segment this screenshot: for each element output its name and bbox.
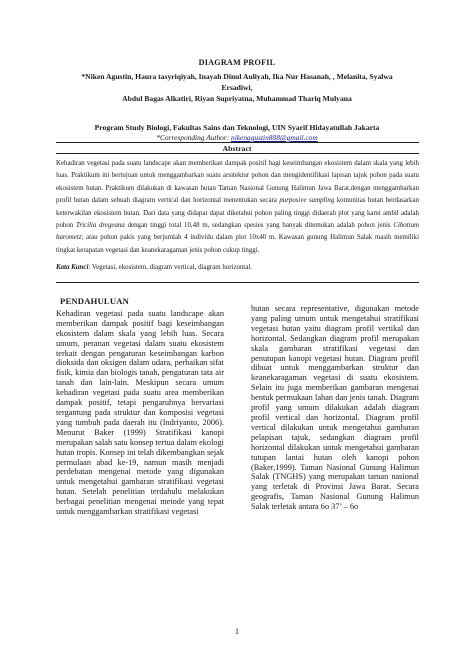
divider (56, 282, 419, 283)
author-line: *Niken Agustin, Haura tasyriqiyah, Inayah Dinul Auliyah, Ika Nur Hasanah, , Melanita, Syalwa (81, 72, 393, 81)
species-name: Cibotium barometz (56, 222, 419, 242)
abstract-text: komunitas hutan berdasarkan keterwakilan ekosistem hutan. Dari data yang didapat dapat diketahui pohon paling tinggi didaerah plot yang kami ambil adalah pohon (56, 197, 419, 230)
abstract-body (56, 158, 419, 257)
affiliation: Program Study Biologi, Fakultas Sains dan Teknologi, UIN Syarif Hidayatullah Jakarta (94, 123, 380, 132)
divider (56, 142, 419, 143)
author-list (60, 71, 414, 105)
abstract-text: ; atau pohon pakis yang berjumlah 4 individu dalam plot 10x40 m. Kawasan gunung Halimun Salak masih memiliki tingkat kerapatan vegetasi dan keanekaragaman jenis pohon cukup tinggi. (56, 234, 419, 254)
keywords-label: Kata Kunci (56, 264, 89, 271)
abstract-italic: purposive sampling (279, 197, 335, 205)
corresponding-label: *Corresponding Author: (156, 133, 232, 142)
keywords-text: : Vegetasi, ekosistem, diagram vertical, diagram horizontal. (88, 264, 253, 271)
body-column-right (251, 304, 419, 512)
body-column-left (56, 297, 224, 517)
body-paragraph: Kehadiran vegetasi pada suatu landscape akan memberikan dampak positif bagi keseimbangan ekosistem dalam skala yang lebih luas. Secara umum, peranan vegetasi dalam suatu ekosistem terkait dengan pengaturan keseimbangan karbon dioksida dan oksigen dalam udara, perbaikan sifat fisik, kimia dan biologis tanah, pengaturan tata air tanah dan lain-lain. Meskipun secara umum kehadiran vegetasi pada suatu area memberikan dampak positif, tetapi pengaruhnya bervariasi tergantung pada struktur dan komposisi vegetasi yang tumbuh pada daerah itu (Indriyanto, 2006). Menurut Baker (1999) Stratifikasi kanopi merupakan salah satu konsep tertua dalam ekologi hutan tropis. Konsep ini telah dikembangkan sejak permulaan abad ke-19, namun masih menjadi perdebatan mengenai metode yang digunakan untuk mengetahui gambaran stratifikasi vegetasi hutan. Setelah penelitian terdahulu melakukan berbagai penelitian mengenai metode yang tepat untuk menggambarkan stratifikasi vegetasi (56, 308, 224, 517)
section-heading: PENDAHULUAN (60, 296, 130, 306)
abstract-heading: Abstract (222, 144, 252, 153)
abstract-text: Kehadiran vegetasi pada suatu landscape akan memberikan dampak positif bagi keseimbangan ekosistem dalam skala yang lebih luas. Praktikum ini bertujuan untuk menggambarkan suatu arsitektur pohon dan mengidentifikasi lapisan tajuk pohon pada suatu ekosistem hutan. Praktikum dilakukan di kawasan hutan Taman Nasional Gunung Halimun Jawa Barat,dengan menggambarkan profil hutan dalam sebuah diagram vertical dan horizontal menentukan secara (56, 160, 419, 205)
species-name: Tricilia dregeana (75, 222, 125, 230)
keywords (56, 263, 419, 273)
author-line: Abdul Bagas Alkatiri, Riyan Supriyatna, Muhammad Thariq Mulyana (122, 94, 352, 104)
page-number: 1 (235, 627, 239, 636)
abstract-text: dengan tinggi total 10,48 m, sedangkan spesies yang banyak ditemukan adalah pohon jenis (124, 222, 394, 230)
paper-title: DIAGRAM PROFIL (198, 58, 276, 67)
divider (56, 153, 419, 154)
email-link[interactable]: nikenagustin888@gmail.com (231, 133, 318, 142)
body-paragraph: hutan secara representative, digunakan metode yang paling umum untuk mengetahui stratifikasi vegetasi hutan yaitu diagram profil vertikal dan horizontal. Sedangkan diagram profil merupakan skala gambaran stratifikasi vegetasi dan penutupan kanopi vegetasi hutan. Diagram profil dibuat untuk menggambarkan struktur dan keanekaragaman vegetasi di suatu ekosistem. Selain itu juga memberikan gambaran mengenai bentuk permukaan lahan dan jenis tanah. Diagram profil yang umum dilakukan adalah diagram profil vertical dan horizontal. Diagram profil vertical dilakukan untuk mengetahui gambaran pelapisan tajuk, sedangkan diagram profil horizontal dilakukan untuk mengetahui gambaran tutupan lantai hutan oleh kanopi pohon (Baker,1999). Taman Nasional Gunung Halimun Salak (TNGHS) yang merupakan taman nasional yang terletak di Provinsi Jawa Barat. Secara geografis, Taman Nasional Gunung Halimun Salak terletak antara 6o 37’ – 6o (251, 304, 419, 512)
author-line: Ersadiwi, (221, 83, 253, 93)
